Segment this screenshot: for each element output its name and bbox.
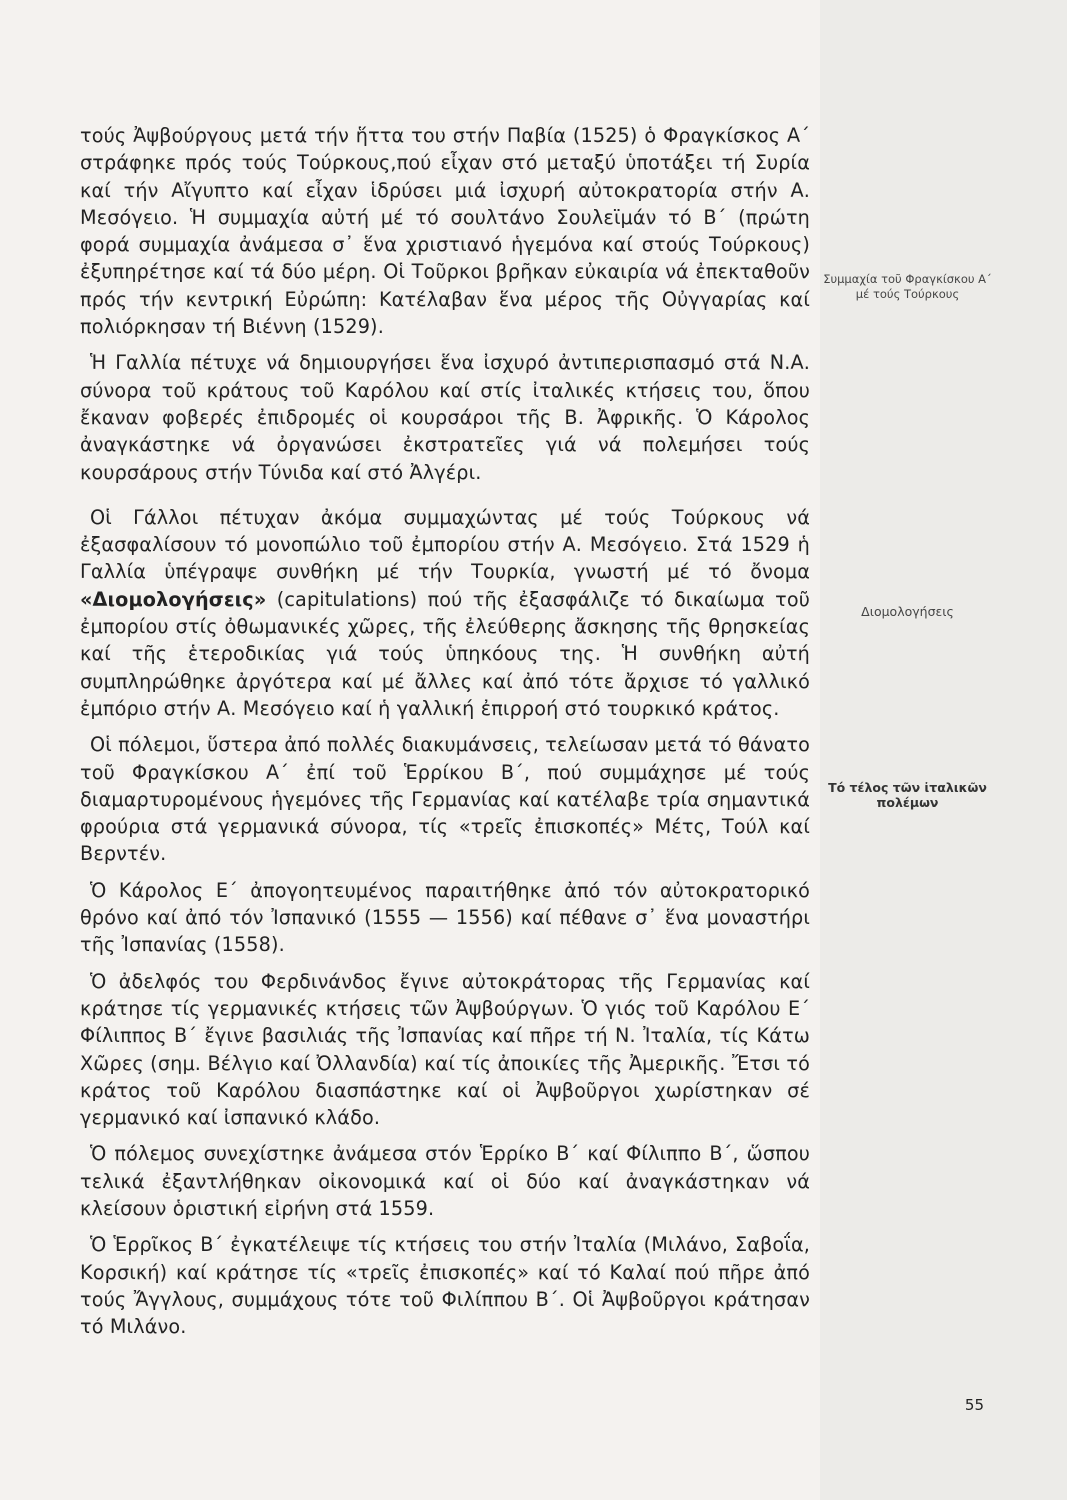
- margin-note-end-of-wars: Τό τέλος τῶν ἰταλικῶν πολέμων: [828, 780, 987, 810]
- margin-note-capitulations: Διομολογήσεις: [861, 604, 954, 619]
- paragraph-3: [80, 504, 810, 722]
- paragraph-4: Οἱ πόλεμοι, ὕστερα ἀπό πολλές διακυμάνσεις, τελείωσαν μετά τό θάνατο τοῦ Φραγκίσκου Α΄ ἐπί τοῦ Ἑρρίκου Β΄, πού συμμάχησε μέ τούς διαμαρτυρομένους ἡγεμόνες τῆς Γερμανίας καί κατέλαβε τρία σημαντικά φρούρια στά γερμανικά σύνορα, τίς «τρεῖς ἐπισκοπές» Μέτς, Τούλ καί Βερντέν.: [80, 733, 810, 866]
- paragraph-7: Ὁ πόλεμος συνεχίστηκε ἀνάμεσα στόν Ἑρρίκο Β΄ καί Φίλιππο Β΄, ὥσπου τελικά ἐξαντλήθηκαν οἰκονομικά καί οἱ δύο καί ἀναγκάστηκαν νά κλείσουν ὁριστική εἰρήνη στά 1559.: [80, 1142, 810, 1220]
- paragraph-2: Ἡ Γαλλία πέτυχε νά δημιουργήσει ἕνα ἰσχυρό ἀντιπερισπασμό στά Ν.Α. σύνορα τοῦ κράτους τοῦ Καρόλου καί στίς ἰταλικές κτήσεις του, ὅπου ἔκαναν φοβερές ἐπιδρομές οἱ κουρσάροι τῆς Β. Ἀφρικῆς. Ὁ Κάρολος ἀναγκάστηκε νά ὀργανώσει ἐκστρατεῖες γιά νά πολεμήσει τούς κουρσάρους στήν Τύνιδα καί στό Ἀλγέρι.: [80, 351, 810, 484]
- paragraph-1: τούς Ἀψβούργους μετά τήν ἥττα του στήν Παβία (1525) ὁ Φραγκίσκος Α΄ στράφηκε πρός τούς Τούρκους,πού εἶχαν στό μεταξύ ὑποτάξει τή Συρία καί τήν Αἴγυπτο καί εἶχαν ἱδρύσει μιά ἰσχυρή αὐτοκρατορία στήν Α. Μεσόγειο. Ἡ συμμαχία αὐτή μέ τό σουλτάνο Σουλεϊμάν τό Β΄ (πρώτη φορά συμμαχία ἀνάμεσα σ᾽ ἕνα χριστιανό ἡγεμόνα καί στούς Τούρκους) ἐξυπηρέτησε καί τά δύο μέρη. Οἱ Τοῦρκοι βρῆκαν εὐκαιρία νά ἐπεκταθοῦν πρός τήν κεντρική Εὐρώπη: Κατέλαβαν ἕνα μέρος τῆς Οὐγγαρίας καί πολιόρκησαν τή Βιέννη (1529).: [80, 124, 810, 339]
- page-number: 55: [964, 1396, 984, 1414]
- paragraph-6: Ὁ ἀδελφός του Φερδινάνδος ἔγινε αὐτοκράτορας τῆς Γερμανίας καί κράτησε τίς γερμανικές κτήσεις τῶν Ἀψβούργων. Ὁ γιός τοῦ Καρόλου Ε΄ Φίλιππος Β΄ ἔγινε βασιλιάς τῆς Ἰσπανίας καί πῆρε τή Ν. Ἰταλία, τίς Κάτω Χῶρες (σημ. Βέλγιο καί Ὀλλανδία) καί τίς ἀποικίες τῆς Ἀμερικῆς. Ἔτσι τό κράτος τοῦ Καρόλου διασπάστηκε καί οἱ Ἀψβοῦργοι χωρίστηκαν σέ γερμανικό καί ἰσπανικό κλάδο.: [80, 969, 810, 1130]
- paragraph-3-text-a: Οἱ Γάλλοι πέτυχαν ἀκόμα συμμαχώντας μέ τούς Τούρκους νά ἐξασφαλίσουν τό μονοπώλιο τοῦ ἐμπορίου στήν Α. Μεσόγειο. Στά 1529 ἡ Γαλλία ὑπέγραψε συνθήκη μέ τήν Τουρκία, γνωστή μέ τό ὄνομα: [80, 505, 810, 584]
- margin-note-alliance: Συμμαχία τοῦ Φραγκίσκου Α΄ μέ τούς Τούρκους: [823, 272, 992, 301]
- margin-column: [820, 0, 1067, 1500]
- main-text: [80, 122, 810, 1340]
- paragraph-5: Ὁ Κάρολος Ε΄ ἀπογοητευμένος παραιτήθηκε ἀπό τόν αὐτοκρατορικό θρόνο καί ἀπό τόν Ἰσπανικό (1555 — 1556) καί πέθανε σ᾽ ἕνα μοναστήρι τῆς Ἰσπανίας (1558).: [80, 878, 810, 957]
- paragraph-8: Ὁ Ἑρρῖκος Β΄ ἐγκατέλειψε τίς κτήσεις του στήν Ἰταλία (Μιλάνο, Σαβοΐα, Κορσική) καί κράτησε τίς «τρεῖς ἐπισκοπές» καί τό Καλαί πού πῆρε ἀπό τούς Ἄγγλους, συμμάχους τότε τοῦ Φιλίππου Β΄. Οἱ Ἀψβοῦργοι κράτησαν τό Μιλάνο.: [80, 1233, 810, 1339]
- term-capitulations: «Διομολογήσεις»: [80, 587, 267, 611]
- paragraph-3-text-b: (capitulations) πού τῆς ἐξασφάλιζε τό δικαίωμα τοῦ ἐμπορίου στίς ὀθωμανικές χῶρες, τῆς ἐλεύθερης ἄσκησης τῆς θρησκείας καί τῆς ἑτεροδικίας γιά τούς ὑπηκόους της. Ἡ συνθήκη αὐτή συμπληρώθηκε ἀργότερα καί μέ ἄλλες καί ἀπό τότε ἄρχισε τό γαλλικό ἐμπόριο στήν Α. Μεσόγειο καί ἡ γαλλική ἐπιρροή στό τουρκικό κράτος.: [80, 587, 810, 720]
